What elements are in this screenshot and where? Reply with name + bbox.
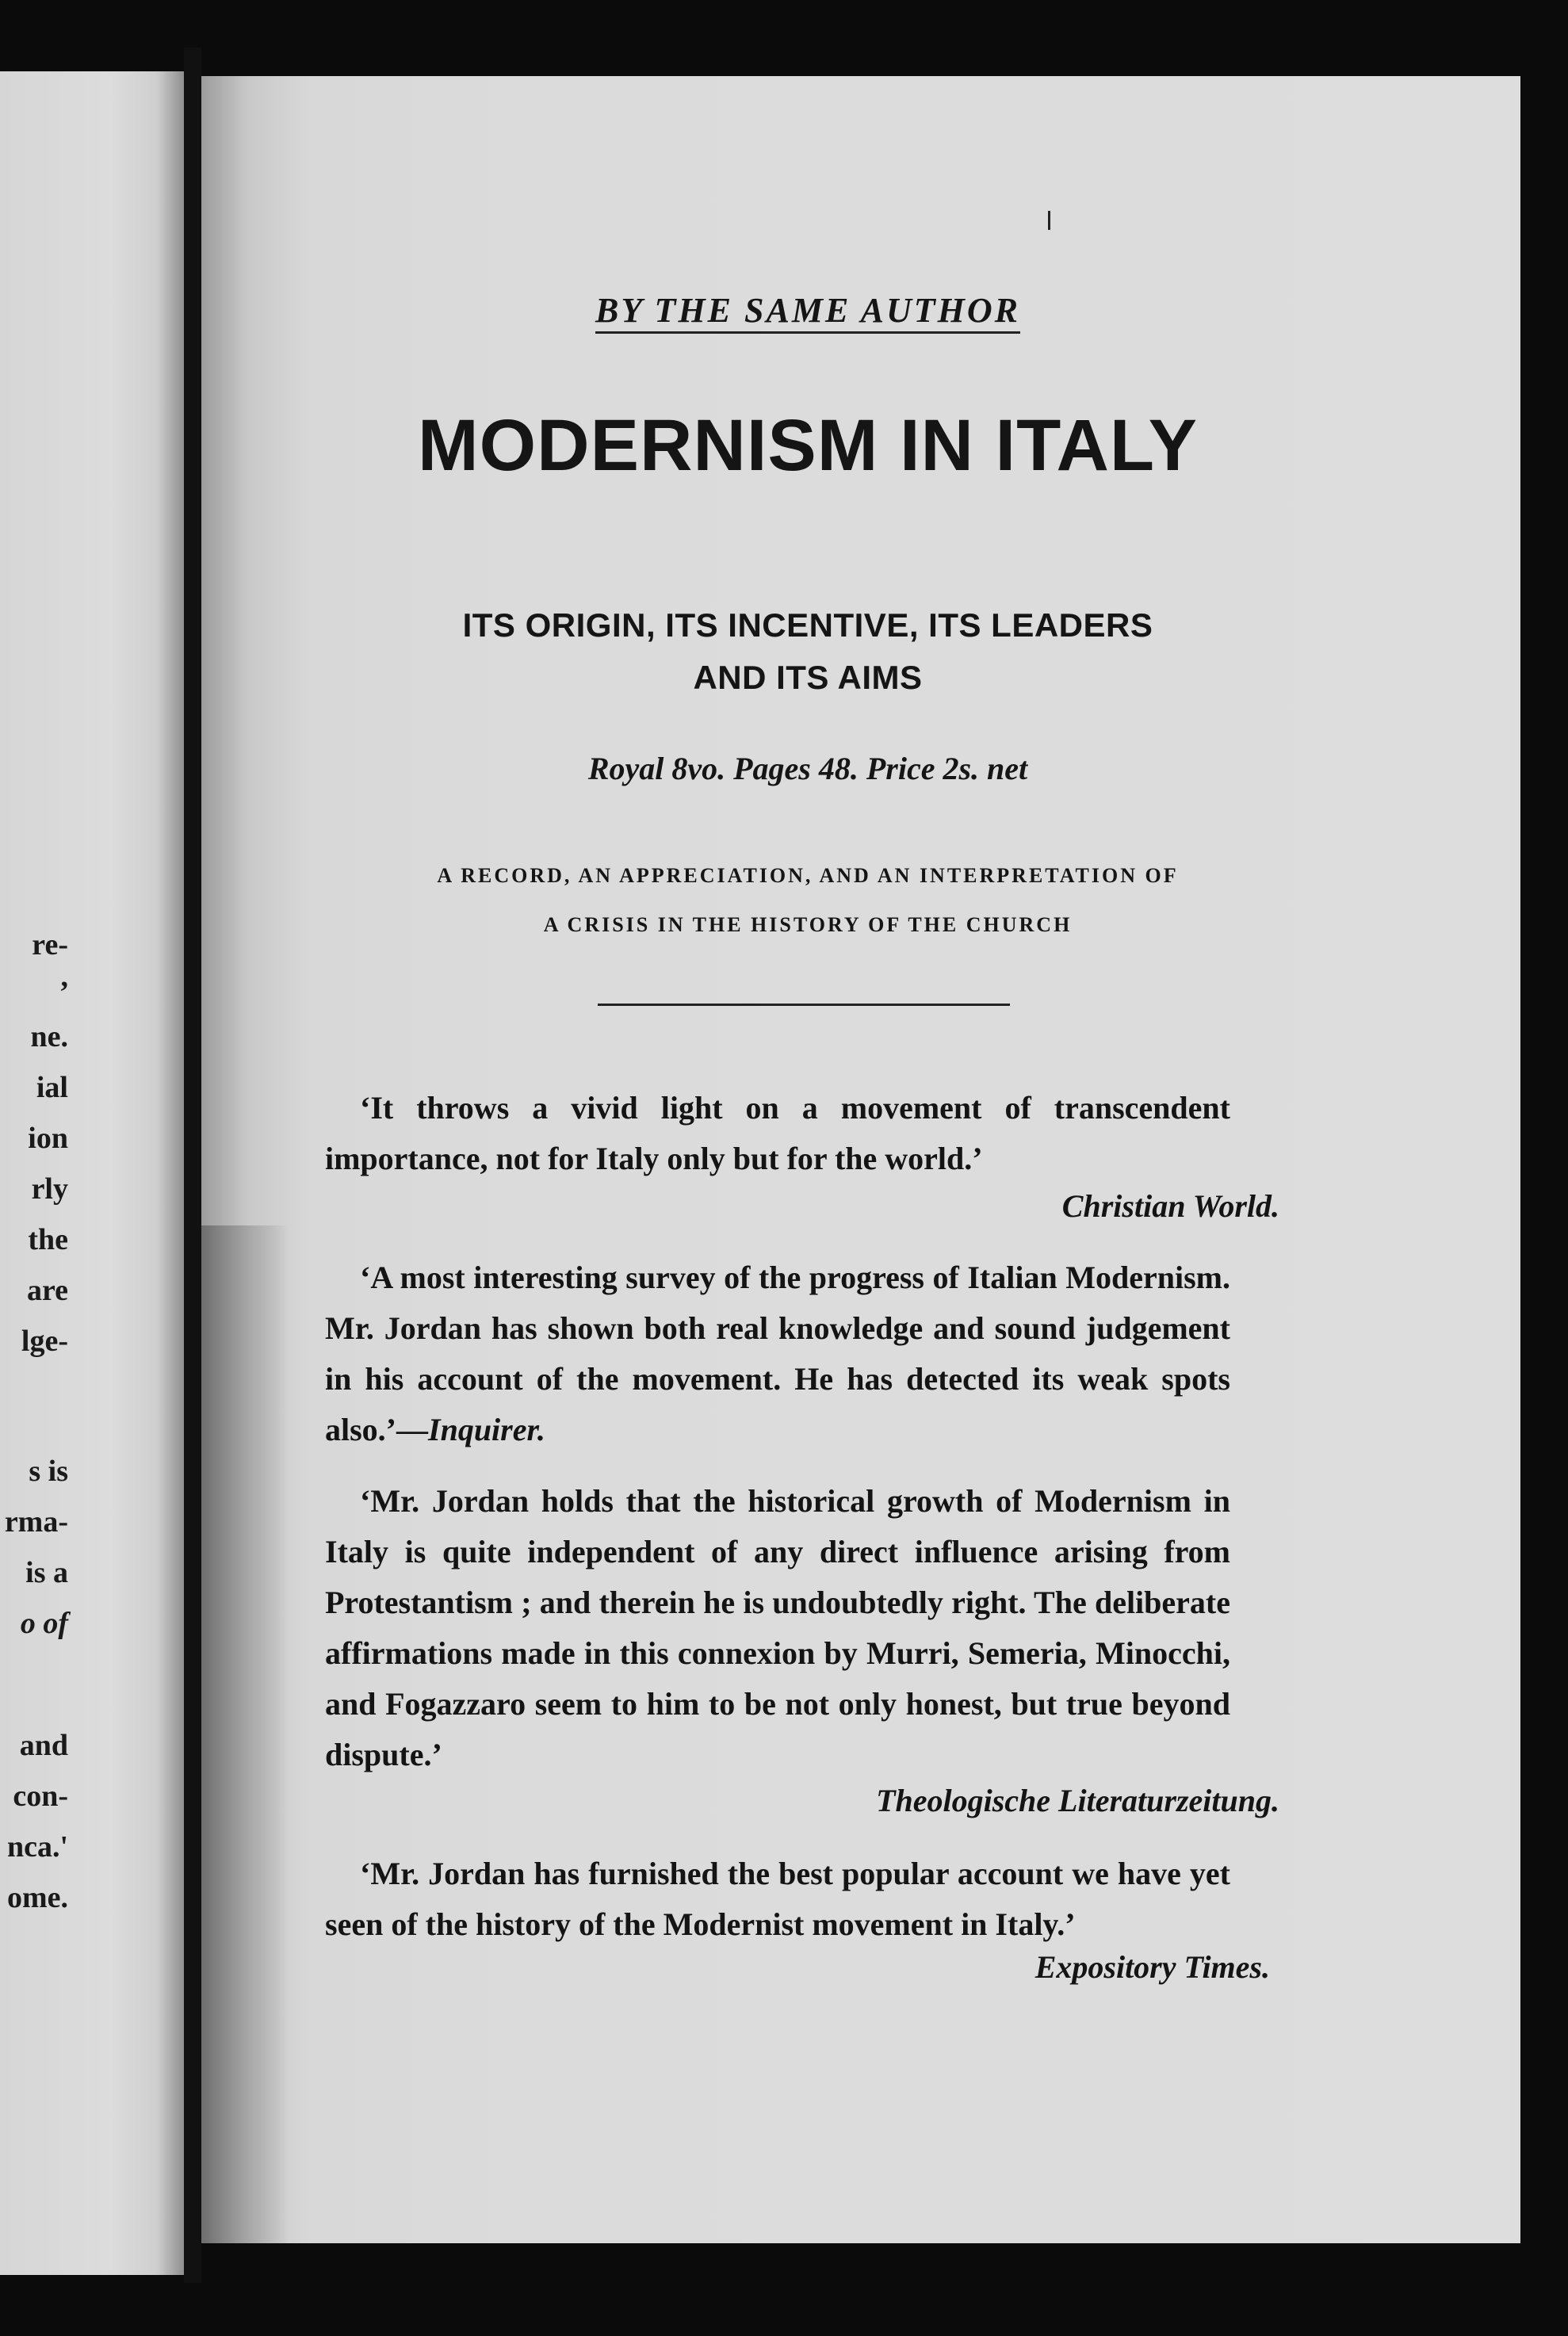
scan-speck	[1048, 211, 1050, 230]
facing-page-fragment: ome.	[6, 1881, 68, 1914]
facing-page-fragment: ,	[60, 960, 68, 993]
review-quote	[325, 1252, 1230, 1455]
facing-page-fragment: the	[28, 1223, 68, 1256]
facing-page-fragment: ion	[28, 1122, 68, 1155]
binding-shadow	[201, 1225, 289, 2243]
divider-rule	[598, 1004, 1010, 1006]
advertisement-page	[201, 76, 1520, 2243]
review-quote: ‘It throws a vivid light on a movement of transcendent importance, not for Italy only but for the world.’	[325, 1090, 1230, 1176]
facing-page-fragment: are	[26, 1274, 68, 1307]
facing-page-fragment: lge-	[21, 1325, 68, 1358]
facing-page-fragment: rma-	[4, 1505, 68, 1539]
facing-page-fragment: o of	[20, 1607, 68, 1640]
facing-page-fragment: rly	[31, 1172, 68, 1206]
book-gutter	[184, 48, 201, 2283]
review-source: Inquirer.	[428, 1412, 545, 1447]
facing-page-fragment: is a	[25, 1556, 68, 1589]
facing-page-fragment: re-	[32, 928, 68, 962]
review-text: ‘A most interesting survey of the progress of Italian Modernism. Mr. Jordan has shown both real knowledge and sound judgement in his account of the movement. He has detected its weak spots also.’—	[325, 1260, 1230, 1447]
description-line: A CRISIS IN THE HISTORY OF THE CHURCH	[543, 913, 1073, 936]
facing-page-fragment: ne.	[30, 1020, 68, 1053]
review-source: Expository Times.	[1034, 1949, 1270, 1985]
review-source: Christian World.	[1061, 1188, 1279, 1224]
facing-page-fragment: con-	[13, 1780, 68, 1813]
facing-page-fragment: s is	[29, 1455, 68, 1488]
facing-page	[0, 71, 184, 2275]
by-same-author-heading: BY THE SAME AUTHOR	[201, 290, 1414, 331]
book-description	[201, 851, 1414, 950]
facing-page-fragment: nca.'	[6, 1830, 68, 1864]
review-source: Theologische Literaturzeitung.	[876, 1783, 1279, 1818]
review-quote: ‘Mr. Jordan holds that the historical growth of Modernism in Italy is quite independent of any direct influence arising from Protestantism ; and therein he is undoubtedly right. The deliberate affirmations made in this connexion by Murri, Semeria, Minocchi, and Fogazzaro seem to him to be not only honest, but true beyond dispute.’	[325, 1483, 1230, 1772]
book-subtitle	[201, 599, 1414, 704]
book-title: MODERNISM IN ITALY	[417, 405, 1199, 486]
facing-page-fragment: and	[19, 1729, 68, 1762]
review-quote: ‘Mr. Jordan has furnished the best popular account we have yet seen of the history of the Modernist movement in Italy.’	[325, 1856, 1230, 1942]
description-line: A RECORD, AN APPRECIATION, AND AN INTERPRETATION OF	[437, 864, 1179, 887]
subtitle-line: ITS ORIGIN, ITS INCENTIVE, ITS LEADERS	[462, 606, 1153, 644]
book-details: Royal 8vo. Pages 48. Price 2s. net	[587, 751, 1028, 786]
subtitle-line: AND ITS AIMS	[693, 659, 923, 696]
facing-page-fragment: ial	[36, 1071, 68, 1104]
